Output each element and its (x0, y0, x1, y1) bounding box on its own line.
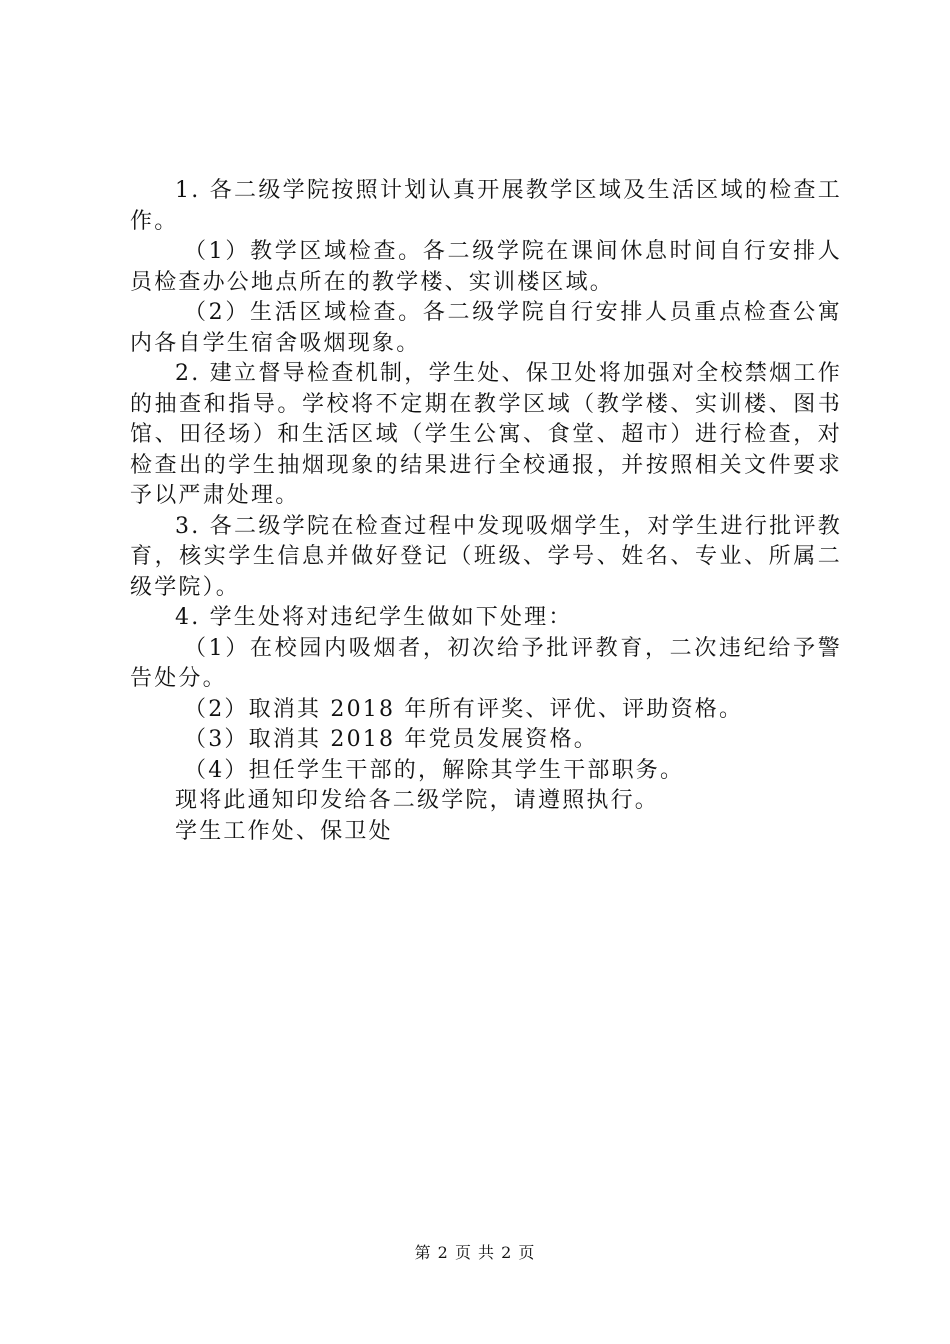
document-body (130, 176, 842, 847)
paragraph-penalty-1: （1）在校园内吸烟者，初次给予批评教育，二次违纪给予警告处分。 (130, 635, 842, 691)
paragraph-living-area-check: （2）生活区域检查。各二级学院自行安排人员重点检查公寓内各自学生宿舍吸烟现象。 (130, 300, 842, 356)
paragraph-item-4-penalties: 4. 学生处将对违纪学生做如下处理： (175, 605, 573, 630)
paragraph-item-3-registration: 3. 各二级学院在检查过程中发现吸烟学生，对学生进行批评教育，核实学生信息并做好登记（班级、学号、姓名、专业、所属二级学院）。 (130, 513, 842, 600)
paragraph-penalty-3: （3）取消其 2018 年党员发展资格。 (184, 727, 598, 752)
paragraph-teaching-area-check: （1）教学区域检查。各二级学院在课间休息时间自行安排人员检查办公地点所在的教学楼、实训楼区域。 (130, 239, 842, 295)
paragraph-penalty-2: （2）取消其 2018 年所有评奖、评优、评助资格。 (184, 696, 744, 722)
paragraph-penalty-4: （4）担任学生干部的，解除其学生干部职务。 (184, 757, 685, 783)
paragraph-signature: 学生工作处、保卫处 (175, 818, 393, 844)
paragraph-closing: 现将此通知印发给各二级学院，请遵照执行。 (175, 788, 660, 813)
page-number-footer: 第 2 页 共 2 页 (414, 1243, 536, 1262)
paragraph-item-2-supervision: 2. 建立督导检查机制，学生处、保卫处将加强对全校禁烟工作的抽查和指导。学校将不定期在教学区域（教学楼、实训楼、图书馆、田径场）和生活区域（学生公寓、食堂、超市）进行检查，对检查出的学生抽烟现象的结果进行全校通报，并按照相关文件要求予以严肃处理。 (130, 361, 842, 508)
paragraph-item-1-inspection: 1. 各二级学院按照计划认真开展教学区域及生活区域的检查工作。 (130, 178, 842, 234)
